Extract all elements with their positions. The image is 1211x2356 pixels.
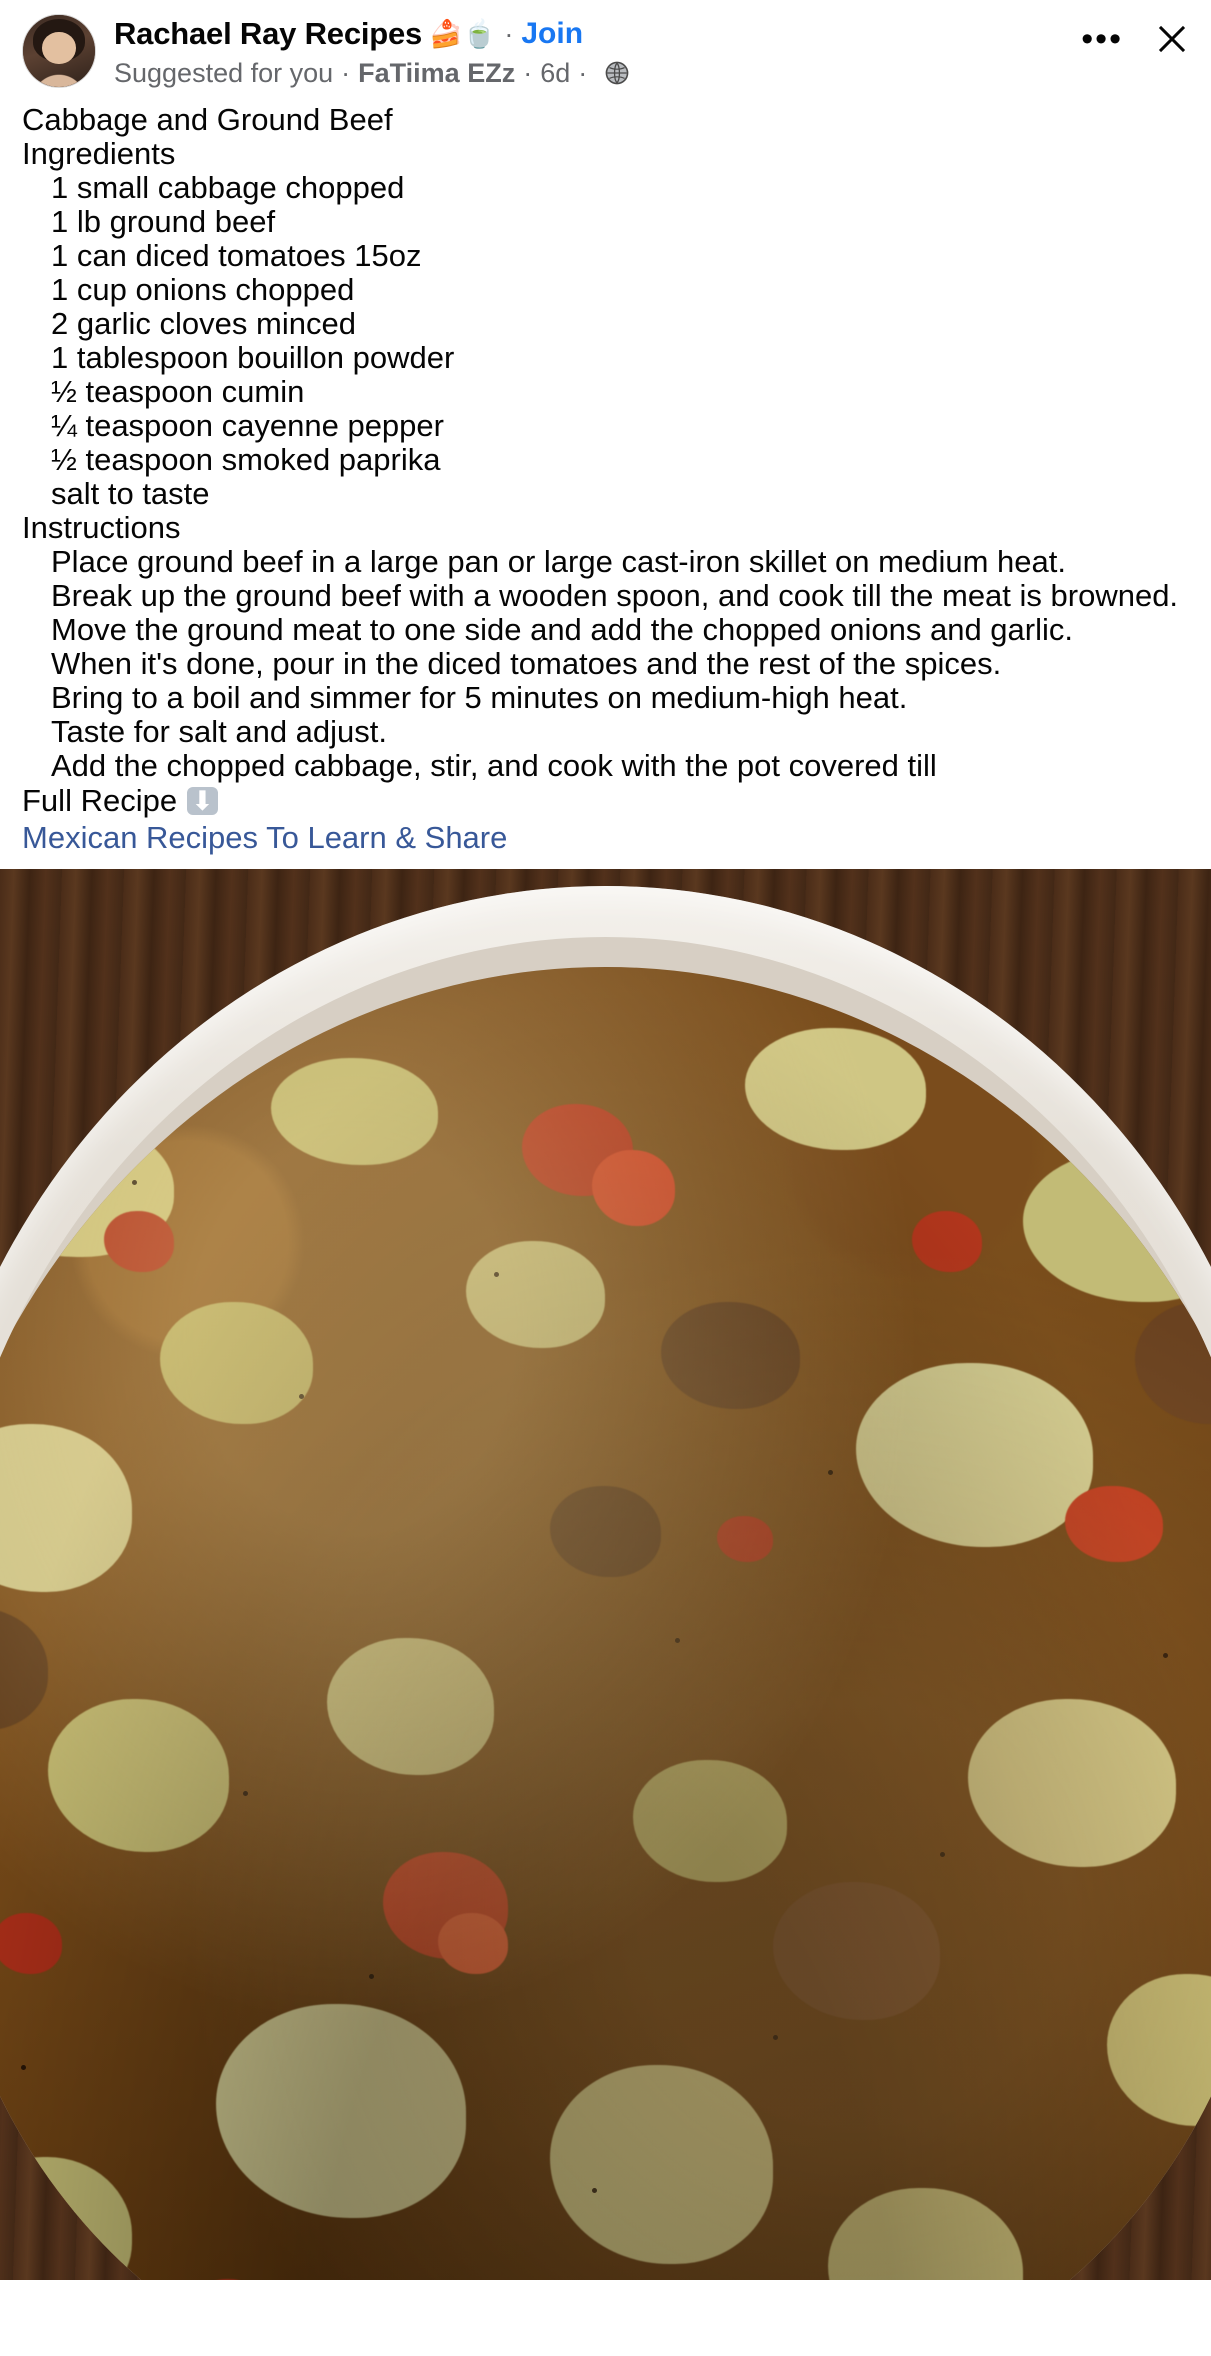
- meta-separator-2: ·: [523, 58, 533, 88]
- post-body: [0, 96, 1211, 860]
- recipe-group-link[interactable]: Mexican Recipes To Learn & Share: [22, 820, 508, 855]
- full-recipe-line: [22, 784, 1189, 818]
- post-text-line: Place ground beef in a large pan or large cast-iron skillet on medium heat.: [51, 544, 1066, 579]
- close-icon[interactable]: [1155, 22, 1189, 56]
- post-text-line: ½ teaspoon cumin: [51, 374, 305, 409]
- down-arrow-icon: ⬇: [187, 787, 218, 815]
- globe-icon[interactable]: [604, 60, 630, 86]
- photo-food: [0, 967, 1211, 2280]
- post-text-line: Instructions: [22, 510, 181, 545]
- post-text-line: 1 can diced tomatoes 15oz: [51, 238, 422, 273]
- header-separator: ·: [504, 19, 514, 49]
- post-text-line: 1 lb ground beef: [51, 204, 276, 239]
- post-text-line: 1 small cabbage chopped: [51, 170, 405, 205]
- post-photo[interactable]: [0, 869, 1211, 2280]
- post-text-line: ½ teaspoon smoked paprika: [51, 442, 441, 477]
- join-button[interactable]: Join: [521, 17, 584, 50]
- post-text-line: 1 cup onions chopped: [51, 272, 355, 307]
- page-name-emoji: 🍰🍵: [429, 18, 497, 49]
- post-text-line: salt to taste: [51, 476, 210, 511]
- post-photo-image: [0, 869, 1211, 2280]
- suggested-for-you-label: Suggested for you: [114, 58, 334, 88]
- avatar-face: [42, 32, 75, 64]
- post-header: [0, 0, 1211, 96]
- post-text-line: Bring to a boil and simmer for 5 minutes on medium-high heat.: [51, 680, 908, 715]
- post-text-line: Taste for salt and adjust.: [51, 714, 388, 749]
- meta-separator-1: ·: [341, 58, 351, 88]
- post-meta-line: [114, 56, 1067, 90]
- post-author-line: [114, 16, 1067, 52]
- sharer-name[interactable]: FaTiima EZz: [358, 58, 516, 88]
- post-text-line: Move the ground meat to one side and add the chopped onions and garlic.: [51, 612, 1074, 647]
- post-text-line: 2 garlic cloves minced: [51, 306, 356, 341]
- post-timestamp[interactable]: 6d: [540, 58, 571, 88]
- post-text-line: When it's done, pour in the diced tomatoes and the rest of the spices.: [51, 646, 1002, 681]
- meta-separator-3: ·: [578, 58, 588, 88]
- full-recipe-label: Full Recipe: [22, 783, 178, 818]
- avatar[interactable]: [22, 14, 96, 88]
- post-text-line: ¼ teaspoon cayenne pepper: [51, 408, 444, 443]
- more-options-button[interactable]: •••: [1081, 20, 1123, 58]
- photo-bowl-inner: [0, 937, 1211, 2280]
- post-text-line: Cabbage and Ground Beef: [22, 102, 393, 137]
- post-text-line: 1 tablespoon bouillon powder: [51, 340, 455, 375]
- page-name[interactable]: Rachael Ray Recipes: [114, 16, 423, 51]
- photo-bowl: [0, 886, 1211, 2280]
- post-text-line: Add the chopped cabbage, stir, and cook with the pot covered till: [51, 748, 937, 783]
- post-header-actions: [1079, 14, 1189, 56]
- post-text-line: Ingredients: [22, 136, 176, 171]
- post-text-line: Break up the ground beef with a wooden spoon, and cook till the meat is browned.: [51, 578, 1179, 613]
- post-header-text: [114, 14, 1067, 90]
